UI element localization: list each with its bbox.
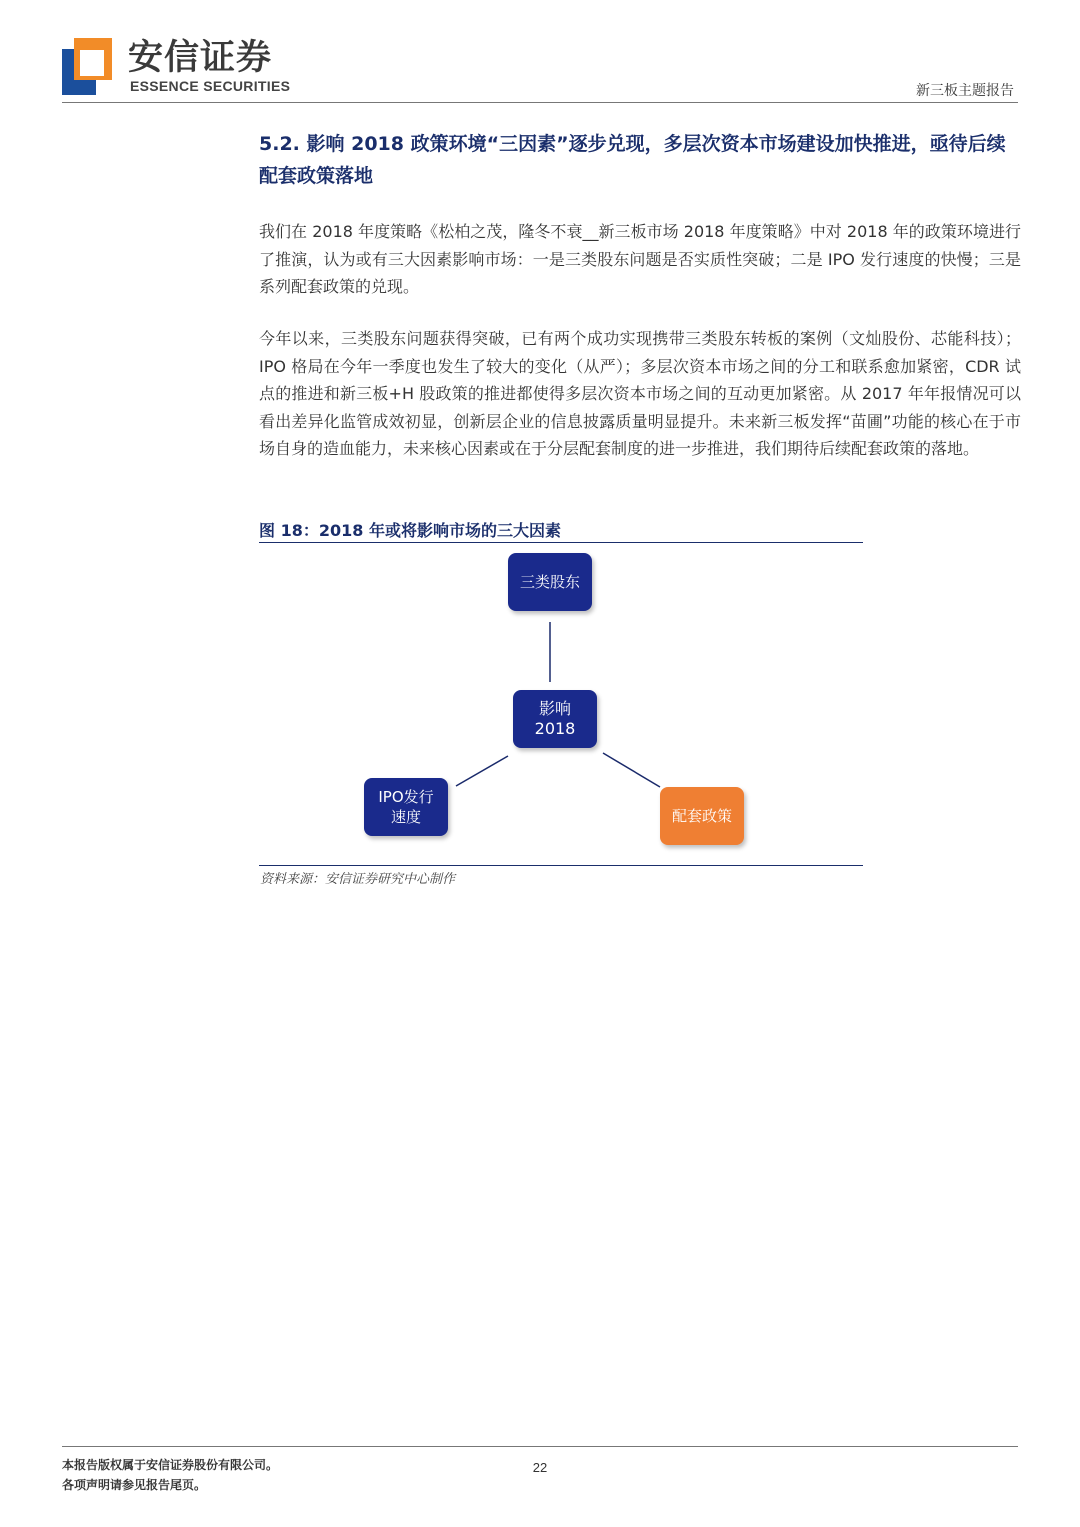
node-label-line2: 2018 [534,719,576,738]
section-title: 5.2. 影响 2018 政策环境“三因素”逐步兑现，多层次资本市场建设加快推进，亟待后续配套政策落地 [259,133,1006,187]
node-impact-2018 [513,690,597,748]
brand-name-en: ESSENCE SECURITIES [130,78,291,94]
footer-divider [62,1446,1018,1447]
node-label-line2: 速度 [390,808,421,826]
edge-center-right [603,753,660,787]
paragraph-1: 我们在 2018 年度策略《松柏之茂，隆冬不衰__新三板市场 2018 年度策略》中对 2018 年的政策环境进行了推演，认为或有三大因素影响市场：一是三类股东问题是否实质性突破；二是 IPO 发行速度的快慢；三是系列配套政策的兑现。 [259,222,1021,296]
node-label: 三类股东 [519,573,580,591]
copyright-line-1: 本报告版权属于安信证券股份有限公司。 [62,1458,279,1472]
copyright-line-2: 各项声明请参见报告尾页。 [62,1478,207,1492]
edge-center-left [456,756,508,786]
page-number: 22 [532,1460,548,1475]
node-ipo-speed [364,778,448,836]
figure-source: 资料来源：安信证券研究中心制作 [260,872,456,887]
node-label-line1: 影响 [538,699,571,718]
paragraph-2: 今年以来，三类股东问题获得突破，已有两个成功实现携带三类股东转板的案例（文灿股份、芯能科技）；IPO 格局在今年一季度也发生了较大的变化（从严）；多层次资本市场之间的分工和联系愈加紧密，CDR 试点的推进和新三板+H 股政策的推进都使得多层次资本市场之间的互动更加紧密。从 2017 年年报情况可以看出差异化监管成效初显，创新层企业的信息披露质量明显提升。未来新三板发挥“苗圃”功能的核心在于市场自身的造血能力，未来核心因素或在于分层配套制度的进一步推进，我们期待后续配套政策的落地。 [259,329,1021,458]
node-label: 配套政策 [671,807,732,825]
node-three-shareholders [508,553,592,611]
report-type: 新三板主题报告 [916,83,1014,99]
node-supporting-policy [660,787,744,845]
brand-name-cn: 安信证券 [128,38,273,78]
node-label-line1: IPO发行 [378,788,434,806]
figure-bottom-rule [259,865,863,866]
figure-title: 图 18：2018 年或将影响市场的三大因素 [259,521,561,540]
